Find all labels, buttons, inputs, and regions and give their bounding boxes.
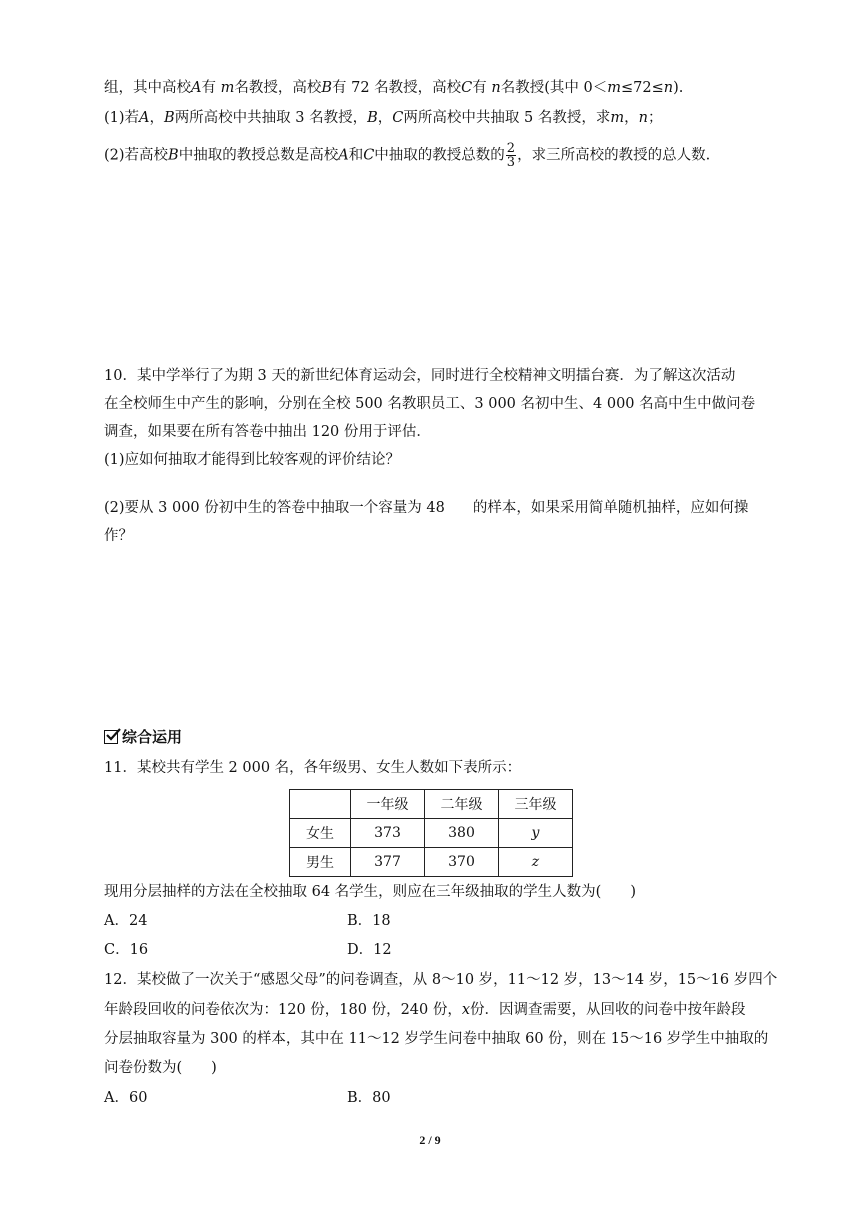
table-cell: 380 <box>425 819 499 848</box>
q10-part2-line1: (2)要从 3 000 份初中生的答卷中抽取一个容量为 48 的样本，如果采用简单随机抽样，应如何操 <box>104 500 749 516</box>
q11-option-b[interactable]: B．18 <box>347 913 391 929</box>
table-cell: 三年级 <box>499 790 573 819</box>
table-row <box>290 848 573 877</box>
q10-stem-line1: 10．某中学举行了为期 3 天的新世纪体育运动会，同时进行全校精神文明擂台赛．为了解这次活动 <box>104 368 736 384</box>
table-cell: 男生 <box>290 848 351 877</box>
q12-stem-line4: 问卷份数为( ) <box>104 1060 217 1076</box>
q11-option-d[interactable]: D．12 <box>347 942 392 958</box>
q11-option-c[interactable]: C．16 <box>104 942 149 958</box>
q11-option-a[interactable]: A．24 <box>104 913 148 929</box>
table-cell: 373 <box>351 819 425 848</box>
table-cell: 二年级 <box>425 790 499 819</box>
checkbox-icon <box>104 730 118 744</box>
section-title: 综合运用 <box>122 728 183 746</box>
table-cell: 女生 <box>290 819 351 848</box>
table-header-row <box>290 790 573 819</box>
table-cell: y <box>499 819 573 848</box>
q12-stem-line2: 年龄段回收的问卷依次为：120 份，180 份，240 份，x份．因调查需要，从回收的问卷中按年龄段 <box>104 1002 746 1018</box>
table-cell: 一年级 <box>351 790 425 819</box>
q12-option-a[interactable]: A．60 <box>104 1090 148 1106</box>
q12-stem-line1: 12．某校做了一次关于“感恩父母”的问卷调查，从 8～10 岁，11～12 岁，13～14 岁，15～16 岁四个 <box>104 972 778 988</box>
page-number: 2 / 9 <box>419 1133 441 1147</box>
table-row <box>290 819 573 848</box>
q10-part1: (1)应如何抽取才能得到比较客观的评价结论？ <box>104 452 401 468</box>
q12-stem-line3: 分层抽取容量为 300 的样本，其中在 11～12 岁学生问卷中抽取 60 份，则在 15～16 岁学生中抽取的 <box>104 1031 769 1047</box>
q12-option-b[interactable]: B．80 <box>347 1090 391 1106</box>
q9-part2: (2)若高校B中抽取的教授总数是高校A和C中抽取的教授总数的 $\frac{2}{3}$ ，求三所高校的教授的总人数. <box>104 141 711 170</box>
q9-intro-line: 组，其中高校A有 m名教授，高校B有 72 名教授，高校C有 n名教授(其中 0＜m≤72≤n). <box>104 80 684 96</box>
section-header <box>104 726 182 747</box>
q11-stem: 11．某校共有学生 2 000 名，各年级男、女生人数如下表所示： <box>104 760 522 776</box>
table-cell <box>290 790 351 819</box>
q11-question: 现用分层抽样的方法在全校抽取 64 名学生，则应在三年级抽取的学生人数为( ) <box>104 884 636 900</box>
table-cell: 377 <box>351 848 425 877</box>
q10-part2-line2: 作？ <box>104 528 133 544</box>
fraction-two-thirds: $\frac{2}{3}$ <box>506 141 516 170</box>
table-cell: z <box>499 848 573 877</box>
grade-table <box>289 789 573 877</box>
q10-stem-line3: 调查，如果要在所有答卷中抽出 120 份用于评估． <box>104 424 431 440</box>
q10-stem-line2: 在全校师生中产生的影响，分别在全校 500 名教职员工、3 000 名初中生、4 000 名高中生中做问卷 <box>104 396 756 412</box>
table-cell: 370 <box>425 848 499 877</box>
q9-part1: (1)若A，B两所高校中共抽取 3 名教授，B，C两所高校中共抽取 5 名教授，求m，n； <box>104 110 663 126</box>
